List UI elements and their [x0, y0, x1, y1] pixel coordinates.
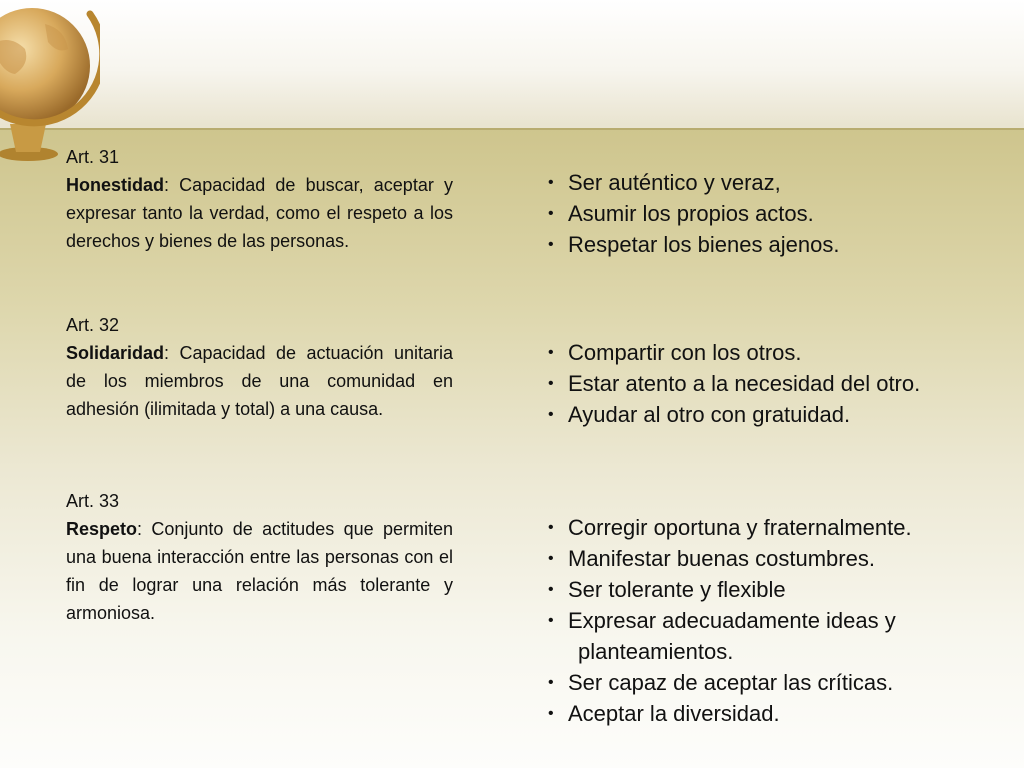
article-term: Solidaridad — [66, 343, 165, 363]
list-item: • Asumir los propios actos. — [548, 198, 840, 229]
article-definition — [66, 171, 453, 255]
definition-text: : Conjunto de actitudes que permiten una buena interacción entre las personas con el fin de lograr una relación más tolerante y armoniosa. — [66, 519, 453, 623]
article-number: Art. 31 — [66, 147, 120, 167]
list-item: • Corregir oportuna y fraternalmente. — [548, 512, 912, 543]
article-definition — [66, 339, 453, 423]
bullet-list-31 — [548, 167, 840, 260]
article-33 — [66, 490, 453, 627]
list-item: • Compartir con los otros. — [548, 337, 920, 368]
article-definition — [66, 515, 453, 627]
list-item-continuation: planteamientos. — [578, 639, 734, 664]
list-item: • Ser tolerante y flexible — [548, 574, 912, 605]
article-number: Art. 33 — [66, 491, 120, 511]
header-divider — [0, 128, 1024, 130]
list-item: • Ser capaz de aceptar las críticas. — [548, 667, 912, 698]
bullet-list-33 — [548, 512, 912, 729]
list-item: • Estar atento a la necesidad del otro. — [548, 368, 920, 399]
header-band — [0, 0, 1024, 128]
list-item: • Expresar adecuadamente ideas y — [548, 605, 912, 636]
article-32 — [66, 314, 453, 423]
article-31 — [66, 146, 453, 255]
article-term: Respeto — [66, 519, 138, 539]
definition-text: : Capacidad de buscar, aceptar y expresar tanto la verdad, como el respeto a los derechos y bienes de las personas. — [66, 175, 453, 251]
list-item: • Aceptar la diversidad. — [548, 698, 912, 729]
definition-text: : Capacidad de actuación unitaria de los miembros de una comunidad en adhesión (ilimitada y total) a una causa. — [66, 343, 453, 419]
article-number: Art. 32 — [66, 315, 120, 335]
article-term: Honestidad — [66, 175, 165, 195]
list-item: • Ser auténtico y veraz, — [548, 167, 840, 198]
list-item: • Respetar los bienes ajenos. — [548, 229, 840, 260]
bullet-list-32 — [548, 337, 920, 430]
globe-icon — [0, 0, 100, 164]
list-item: • Ayudar al otro con gratuidad. — [548, 399, 920, 430]
list-item: • Manifestar buenas costumbres. — [548, 543, 912, 574]
